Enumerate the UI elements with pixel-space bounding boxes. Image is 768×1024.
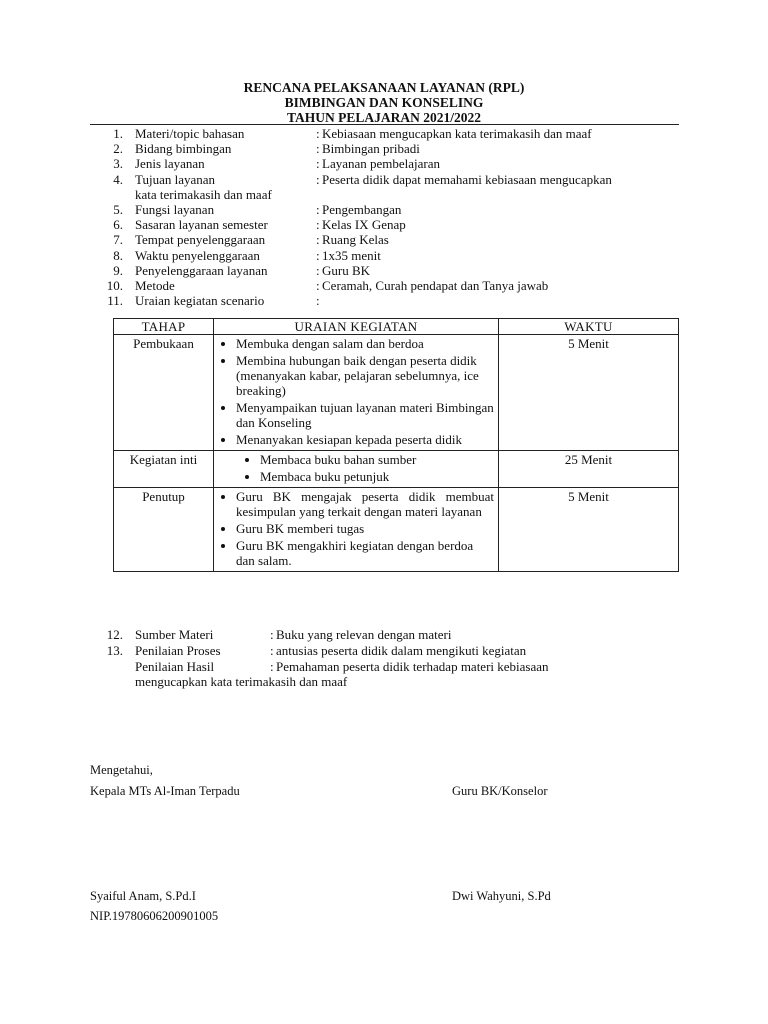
item-colon: : [316,278,320,293]
list-item [90,126,680,141]
activity-note: (menanyakan kabar, pelajaran sebelumnya, ice breaking) [236,368,479,398]
item-colon: : [316,293,320,309]
list-item [90,248,680,263]
list-item: • Menyampaikan tujuan layanan materi Bimbingan dan Konseling [236,400,494,430]
item-label: Jenis layanan [135,156,205,172]
item-label: Tempat penyelenggaraan [135,232,266,248]
tahap-cell: Penutup [114,488,214,572]
item-colon: : [316,232,320,248]
item-value: Layanan pembelajaran [322,156,441,172]
list-item: • Membina hubungan baik dengan peserta didik (menanyakan kabar, pelajaran sebelumnya, ice breaking) [236,353,494,398]
item-value: antusias peserta didik dalam mengikuti kegiatan [276,642,527,658]
list-item [90,627,680,642]
list-item [90,217,680,232]
activity-list [218,336,494,447]
academic-year: TAHUN PELAJARAN 2021/2022 [286,110,481,125]
item-colon: : [270,642,274,658]
list-item: • Guru BK mengakhiri kegiatan dengan berdoa dan salam. [236,538,494,568]
item-label: Penilaian Proses [135,642,221,658]
item-number: 9. [113,262,123,278]
list-item: • Guru BK mengajak peserta didik membuat kesimpulan yang terkait dengan materi layanan [236,489,494,519]
uraian-cell [214,335,499,451]
item-continuation: kata terimakasih dan maaf [135,186,272,202]
item-colon: : [316,217,320,233]
item-value: 1x35 menit [322,247,381,263]
list-item [90,293,680,308]
counselor-name: Dwi Wahyuni, S.Pd [452,889,551,903]
list-item [90,141,680,156]
uraian-cell [214,451,499,488]
list-item [90,659,680,674]
list-item [90,232,680,247]
table-row-pembukaan [114,335,679,451]
item-number: 6. [113,217,123,233]
item-value: Ruang Kelas [322,232,389,248]
list-item: • Membaca buku bahan sumber [260,452,494,467]
list-item [90,156,680,171]
table-header-row [114,319,679,335]
item-value: Buku yang relevan dengan materi [276,627,452,642]
title-divider [90,124,679,125]
item-colon: : [316,171,320,187]
item-value: Guru BK [322,262,371,278]
item-value: Kelas IX Genap [322,217,406,233]
item-number: 1. [113,126,123,141]
list-item [90,643,680,658]
activity-list [218,489,494,568]
item-number: 11. [107,293,123,309]
list-item: • Membaca buku petunjuk [260,469,494,484]
table-row-penutup [114,488,679,572]
item-colon: : [316,262,320,278]
item-label: Fungsi layanan [135,202,215,217]
item-value: Ceramah, Curah pendapat dan Tanya jawab [322,278,549,293]
acknowledged-label: Mengetahui, [90,763,153,777]
item-value: Bimbingan pribadi [322,141,420,157]
item-number: 8. [113,247,123,263]
item-label: Tujuan layanan [135,171,216,187]
item-number: 12. [106,627,123,642]
item-label: Sasaran layanan semester [135,217,268,233]
activity-list [218,452,494,484]
list-item [90,202,680,217]
waktu-cell: 5 Menit [499,488,679,572]
item-number: 2. [113,141,123,157]
list-item [90,263,680,278]
table-row-inti [114,451,679,488]
headmaster-title: Kepala MTs Al-Iman Terpadu [90,784,240,798]
header-waktu: WAKTU [499,319,679,335]
list-item [90,278,680,293]
list-item: • Menanyakan kesiapan kepada peserta didik [236,432,494,447]
headmaster-name: Syaiful Anam, S.Pd.I [90,889,196,903]
document-title: RENCANA PELAKSANAAN LAYANAN (RPL) [243,80,525,95]
counselor-title: Guru BK/Konselor [452,784,548,798]
item-colon: : [270,658,274,674]
item-colon: : [316,202,320,217]
header-tahap: TAHAP [114,319,214,335]
list-item: • Membuka dengan salam dan berdoa [236,336,494,351]
item-label: Materi/topic bahasan [135,126,245,141]
item-continuation: mengucapkan kata terimakasih dan maaf [135,674,348,690]
item-label: Uraian kegiatan scenario [135,293,265,309]
item-label: Sumber Materi [135,627,214,642]
activity-table [113,318,679,572]
document-subtitle: BIMBINGAN DAN KONSELING [284,95,484,110]
item-colon: : [270,627,274,642]
header-uraian: URAIAN KEGIATAN [214,319,499,335]
item-colon: : [316,247,320,263]
headmaster-nip: NIP.19780606200901005 [90,909,219,923]
waktu-cell: 25 Menit [499,451,679,488]
item-label: Waktu penyelenggaraan [135,247,260,263]
item-label: Penyelenggaraan layanan [135,262,268,278]
item-number: 10. [106,278,123,293]
item-number: 7. [113,232,123,248]
item-value: Peserta didik dapat memahami kebiasaan mengucapkan [322,171,612,187]
item-value: Pengembangan [322,202,402,217]
tahap-cell: Kegiatan inti [114,451,214,488]
item-value: Kebiasaan mengucapkan kata terimakasih dan maaf [322,126,592,141]
tahap-cell: Pembukaan [114,335,214,451]
item-number: 5. [113,202,123,217]
item-number: 4. [113,171,123,187]
item-label: Penilaian Hasil [135,658,215,674]
uraian-cell [214,488,499,572]
item-label: Bidang bimbingan [135,141,232,157]
list-item: • Guru BK memberi tugas [236,521,494,536]
item-label: Metode [135,278,175,293]
item-number: 13. [106,642,123,658]
waktu-cell: 5 Menit [499,335,679,451]
item-colon: : [316,156,320,172]
list-item [90,172,680,187]
item-colon: : [316,141,320,157]
item-colon: : [316,126,320,141]
item-value: Pemahaman peserta didik terhadap materi kebiasaan [276,658,549,674]
item-number: 3. [113,156,123,172]
